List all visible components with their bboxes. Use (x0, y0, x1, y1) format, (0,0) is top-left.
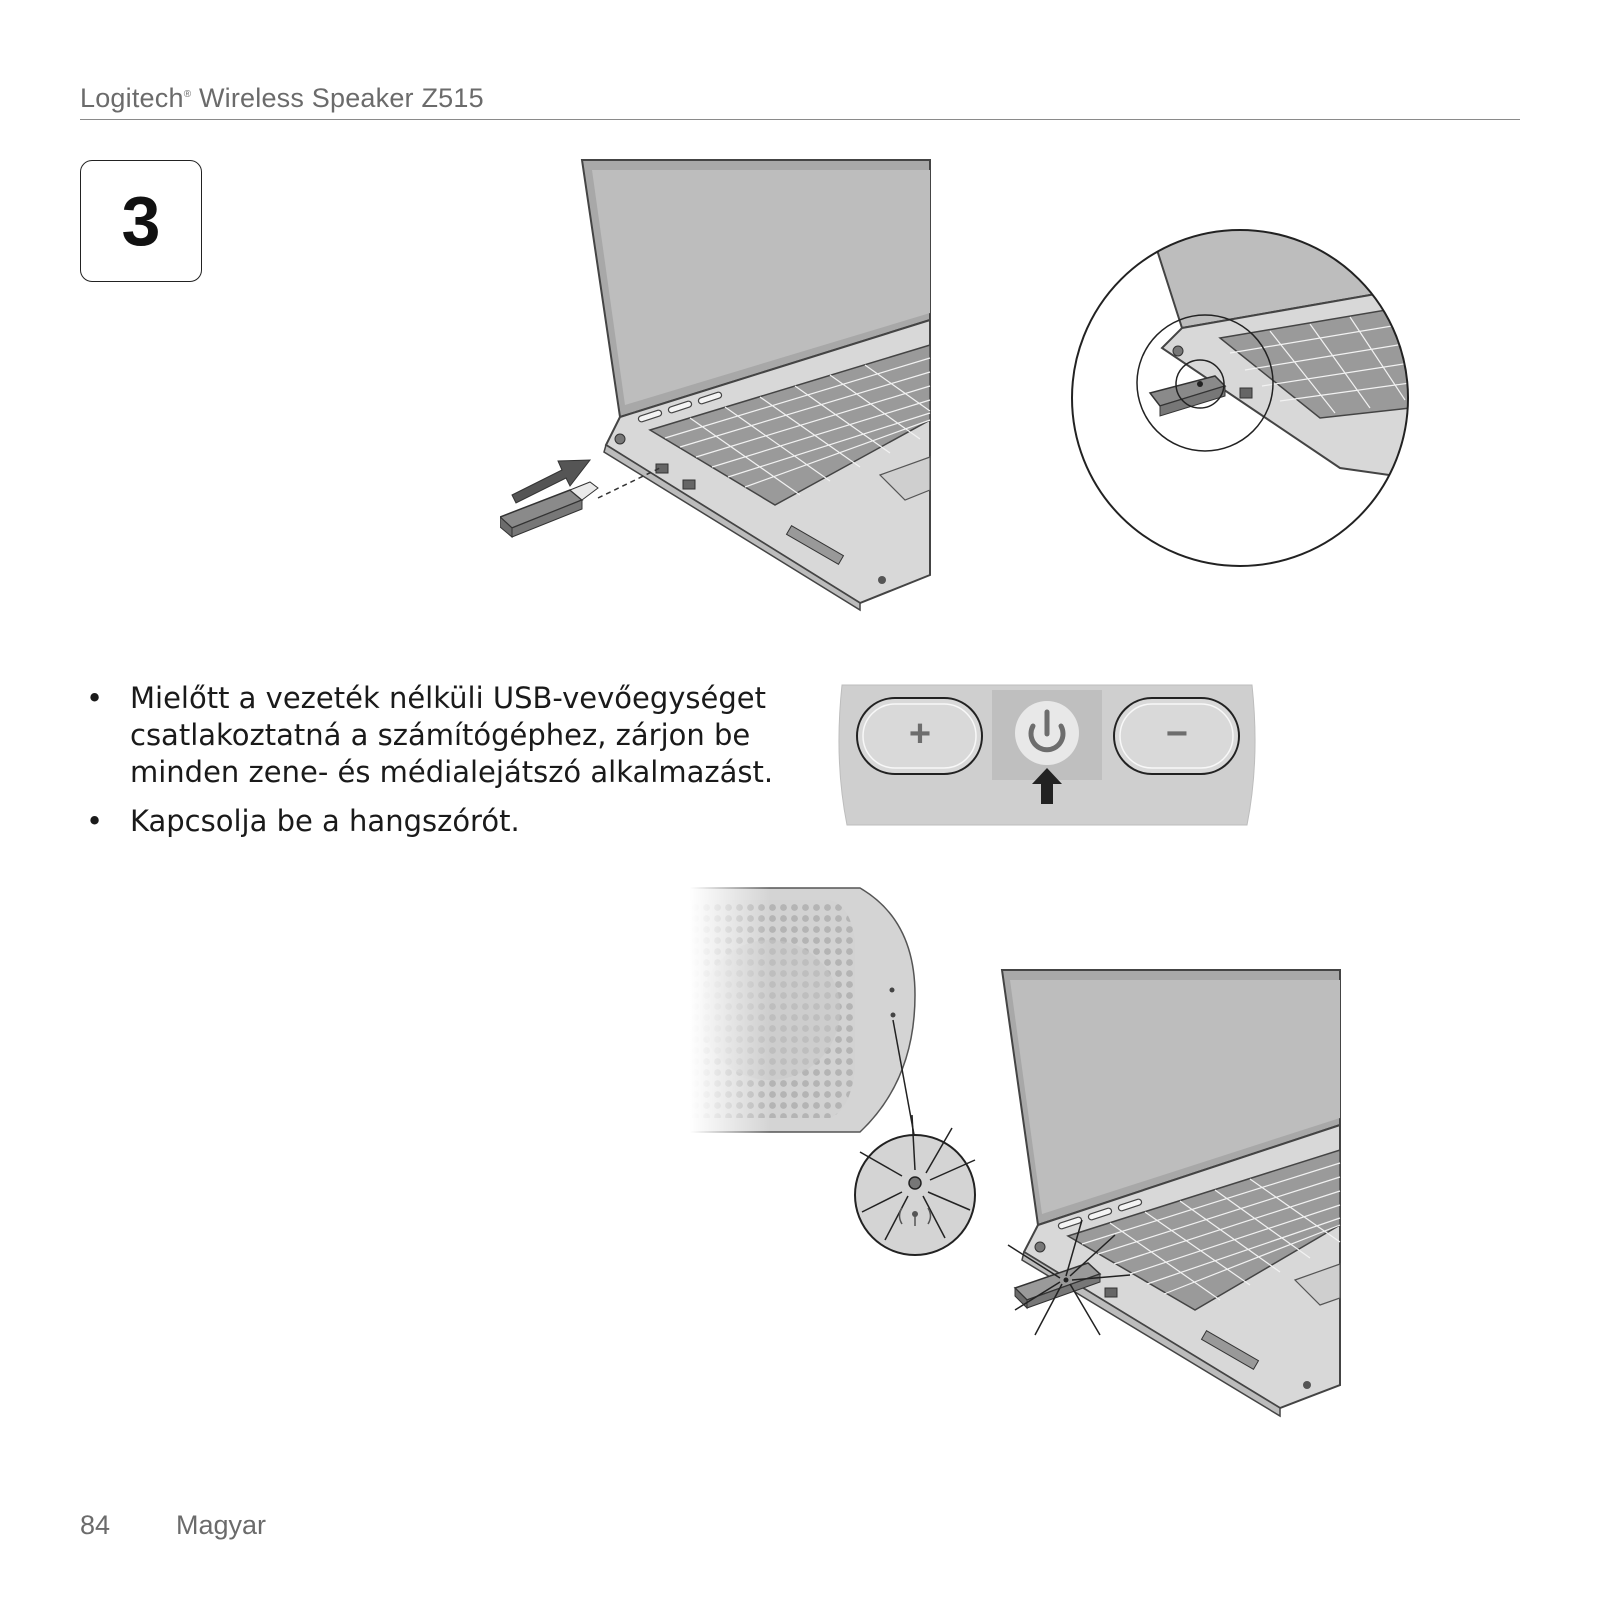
step-number: 3 (121, 182, 161, 260)
footer-language: Magyar (176, 1510, 267, 1540)
header-divider (80, 119, 1520, 120)
product-name: Wireless Speaker Z515 (191, 83, 484, 113)
speaker-control-panel-illustration (832, 680, 1262, 830)
speaker-pairing-illustration (690, 880, 1380, 1440)
registered-mark: ® (183, 89, 192, 100)
plus-label: + (908, 713, 932, 755)
receiver-zoom-illustration (1070, 228, 1410, 568)
volume-down-button (1114, 698, 1239, 774)
instruction-text: Mielőtt a vezeték nélküli USB-vevőegységet csatlakoztatná a számítógéphez, zárjon be minden zene- és médialejátszó alkalmazást. (130, 681, 774, 789)
step-number-badge (80, 160, 202, 282)
instruction-item (86, 680, 786, 791)
volume-up-button (857, 698, 982, 774)
page-number: 84 (80, 1510, 111, 1540)
document-header (80, 83, 484, 114)
instruction-list (86, 680, 786, 852)
power-icon (1015, 701, 1079, 765)
bullet: • (86, 804, 104, 838)
instruction-item (86, 803, 786, 840)
minus-label: − (1165, 713, 1189, 755)
brand-name: Logitech (80, 83, 184, 113)
bullet: • (86, 681, 104, 715)
instruction-text: Kapcsolja be a hangszórót. (130, 804, 520, 838)
laptop-usb-insert-illustration (500, 155, 940, 615)
